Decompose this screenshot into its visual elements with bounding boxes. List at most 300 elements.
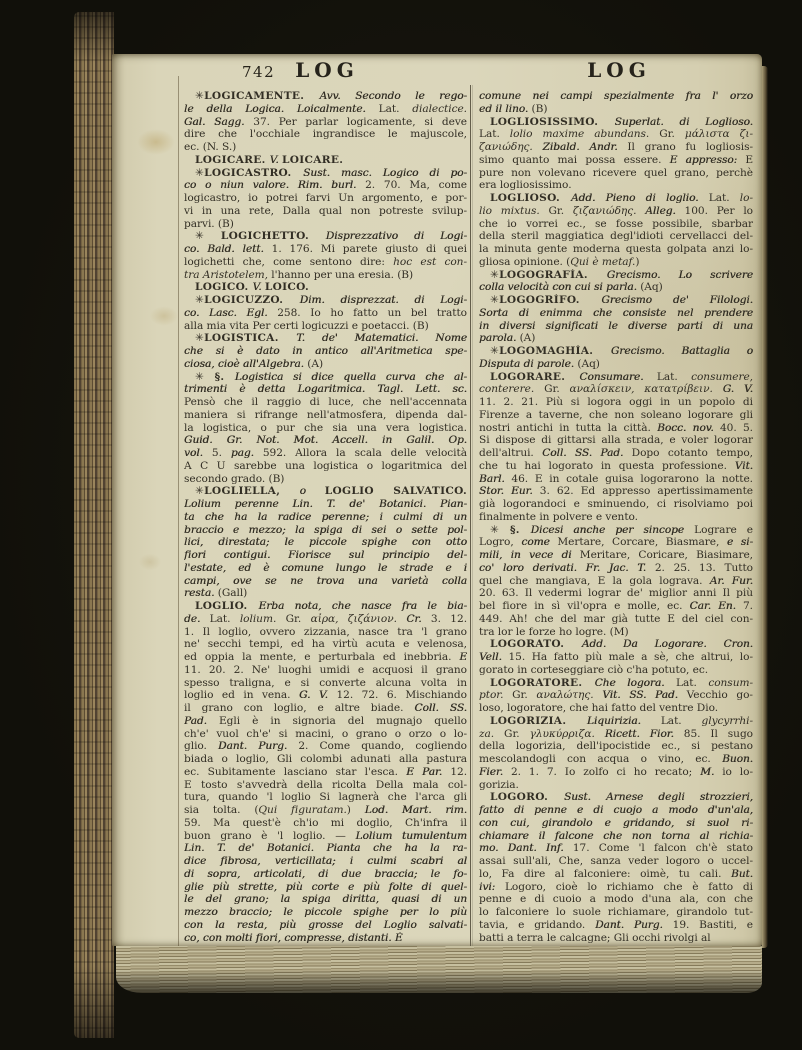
text-line	[479, 511, 753, 524]
text-run: ✳LOGICAMENTE.	[195, 90, 320, 102]
text-line	[479, 817, 753, 830]
text-run: già logorandoci e sminuendo, ci risolviamo poi	[479, 498, 753, 510]
text-line	[184, 281, 467, 294]
text-run: mili, in vece di	[479, 549, 580, 561]
text-run: 11. 20. 2. Ne' luoghi umidi e acquosi il grano	[184, 663, 467, 676]
dictionary-entry	[479, 791, 753, 944]
text-line	[184, 256, 467, 269]
text-run: Vecchio go-	[686, 689, 753, 702]
text-line	[184, 766, 467, 779]
text-line	[479, 664, 753, 677]
text-run: resta.	[184, 587, 218, 600]
text-run: Lat.	[660, 714, 702, 727]
text-line	[184, 383, 467, 396]
text-line	[479, 689, 753, 702]
text-run: Dant. Purg.	[595, 918, 673, 931]
text-run: Alleg.	[645, 204, 685, 217]
text-run: fatto di penne e di cuojo a modo d'un'ala,	[479, 804, 753, 816]
text-line	[479, 536, 753, 549]
text-line	[479, 371, 753, 384]
text-line	[479, 103, 753, 116]
text-line	[479, 524, 753, 537]
text-line	[184, 779, 467, 792]
text-run: LOGLIO SALVATICO.	[324, 485, 467, 498]
text-run: che tu hai logorato in questa professione.	[479, 459, 735, 472]
dictionary-entry	[479, 345, 753, 371]
text-run: Dopo cotanto tempo,	[631, 447, 753, 459]
text-line	[479, 269, 753, 282]
text-line	[479, 638, 753, 651]
text-line	[479, 600, 753, 613]
text-run: conterere.	[479, 383, 545, 396]
text-run: 15. Ha fatto più male a sè, che altrui, lo-	[508, 651, 753, 663]
text-run: 7.	[742, 600, 753, 612]
text-line	[184, 179, 467, 192]
text-line	[479, 575, 753, 588]
dictionary-entry	[184, 294, 467, 332]
text-line	[184, 205, 467, 218]
text-line	[184, 842, 467, 855]
text-run: Lograre e	[694, 523, 753, 536]
text-run: LOGORIZIA.	[490, 714, 587, 727]
text-run: vi in una rete, Dalla qual non potreste svilup-	[184, 204, 467, 217]
text-line	[184, 728, 467, 741]
text-run: LOGORARE.	[490, 370, 580, 383]
text-run: tra lor le forze ho logre. (M)	[479, 625, 629, 638]
text-run: G. V.	[722, 383, 753, 396]
text-run: con cui, girandolo e gridando, si suol ri-	[479, 816, 753, 829]
text-line	[479, 90, 753, 103]
text-line	[479, 740, 753, 753]
book-binding-page-edges	[74, 12, 114, 1038]
text-line	[184, 651, 467, 664]
text-run: γλυκύρριζα.	[529, 727, 605, 740]
dictionary-entry	[479, 269, 753, 295]
text-run: io lo-	[722, 765, 753, 778]
text-run: logicastro, io potrei farvi Un argomento, e por-	[184, 192, 467, 204]
text-run: (B)	[531, 102, 548, 115]
dictionary-entry	[184, 332, 467, 370]
text-run: buon grano è 'l loglio. —	[184, 829, 356, 842]
text-run: consumere,	[691, 370, 753, 383]
text-line	[479, 613, 753, 626]
text-run: assai sull'ali, Che, sanza veder logoro o uccel-	[479, 855, 753, 867]
page-bottom-stack-edges	[116, 946, 762, 993]
text-run: la minuta gente moderna questa golpata anzi lo-	[479, 243, 753, 255]
text-run: le del grano; la spiga diritta, quasi di un	[184, 893, 467, 906]
text-run: gorato in corteseggiare ciò c'ha potuto, ec.	[479, 663, 709, 676]
text-run: 3. 62. Ed appresso apertissimamente	[539, 485, 753, 498]
text-run: Vell.	[479, 651, 509, 663]
text-run: But.	[730, 867, 753, 880]
text-run: Sorta di enimma che consiste nel prendere	[479, 306, 753, 319]
text-run: Grecismo de' Filologi.	[601, 294, 753, 306]
text-run: batti a terra le calcagne; Gli occhi rivolgi al	[479, 931, 711, 944]
text-line	[479, 779, 753, 792]
dictionary-entry	[184, 154, 467, 167]
text-run: LOGORATORE.	[490, 676, 595, 689]
text-run: Lod. Mart. rim.	[364, 804, 467, 816]
text-run: E	[745, 153, 753, 166]
text-run: dialectice.	[412, 102, 467, 115]
text-run: bel fiore in sì vil'opra e molle, ec.	[479, 600, 690, 612]
text-run: 449. Ah! che del mar già tutte E del ciel con-	[479, 612, 753, 625]
text-line	[479, 294, 753, 307]
text-line	[184, 332, 467, 345]
text-line	[184, 575, 467, 588]
text-line	[184, 613, 467, 626]
dictionary-entry	[479, 524, 753, 639]
text-line	[479, 460, 753, 473]
text-run: αναλίσκειν, κατατρίβειν.	[569, 383, 723, 396]
text-line	[479, 422, 753, 435]
text-line	[479, 332, 753, 345]
text-line	[479, 167, 753, 180]
text-run: l'estate, ed è comune lungo le strade e i	[184, 561, 467, 574]
text-run: Superlat. di Loglioso.	[614, 115, 753, 128]
text-run: ζιζανιώδης.	[572, 204, 646, 217]
text-run: 1. 176. Mi parete giusto di quei	[271, 243, 467, 255]
text-run: Add. Pieno di loglio.	[570, 192, 709, 204]
text-run: loglio ed in vena.	[184, 689, 300, 702]
text-run: 37. Per parlar logicamente, si deve	[253, 115, 467, 128]
text-run: lolio maxime abundans.	[509, 128, 660, 141]
text-run: LOGICARE.	[195, 153, 270, 166]
text-run: Gr.	[512, 689, 537, 702]
text-line	[184, 511, 467, 524]
text-run: Dim. disprezzat. di Logi-	[299, 294, 467, 306]
text-line	[479, 804, 753, 817]
text-run: ta che ha la radice perenne; i culmi di un	[184, 510, 467, 523]
text-run: Avv. Secondo le rego-	[319, 90, 467, 102]
text-run: mo. Dant. Inf.	[479, 842, 573, 855]
text-line	[479, 320, 753, 333]
text-line	[184, 868, 467, 881]
dictionary-entry	[184, 485, 467, 600]
text-run: 2. 70. Ma, come	[365, 179, 467, 192]
page-number: 742	[242, 63, 276, 81]
text-column-right	[479, 90, 753, 944]
text-run: (A)	[519, 332, 536, 345]
text-line	[479, 307, 753, 320]
text-run: della steril maggiatica degl'idioti cervellacci del-	[479, 230, 753, 243]
dictionary-entry	[479, 677, 753, 715]
text-line	[479, 154, 753, 167]
text-run: nostri antichi in tutta la città.	[479, 421, 658, 434]
text-run: ✳LOGICUZZO.	[195, 294, 300, 306]
text-run: 20. 63. Il vedermi lograr de' miglior anni Il più	[479, 587, 753, 600]
text-line	[184, 358, 467, 371]
text-run: secondo grado. (B)	[184, 472, 285, 485]
text-run: Che logora.	[594, 676, 677, 689]
text-line	[479, 281, 753, 294]
text-run: ✳ §.	[195, 370, 235, 383]
text-run: lo falconiere lo suole richiamare, girandolo tut-	[479, 906, 753, 918]
text-run: E appresso:	[669, 153, 746, 166]
text-run: fiori contigui. Fiorisce sul principio del-	[184, 549, 467, 561]
text-run: Gr.	[659, 128, 685, 141]
text-run: braccio e mezzo; la spiga di sei o sette pol-	[184, 523, 467, 536]
text-run: con la resta, più grosse del Loglio salvati-	[184, 918, 467, 931]
text-run: ✳LOGLIELLA,	[195, 485, 300, 498]
text-line	[184, 230, 467, 243]
text-run: gorizia.	[479, 778, 519, 791]
gutter-crease	[178, 76, 179, 962]
text-line	[479, 205, 753, 218]
text-run: Dicesi anche per sincope	[530, 523, 695, 536]
text-run: Lolium perenne Lin. T. de' Botanici. Pian-	[184, 498, 467, 510]
text-run: Il grano fu logliosis-	[627, 141, 753, 153]
text-run: Lat.	[209, 612, 240, 625]
text-line	[479, 256, 753, 269]
text-run: il grano con loglio, e altre biade.	[184, 702, 415, 714]
text-run: LOGLIO.	[195, 600, 259, 612]
text-line	[184, 192, 467, 205]
text-line	[479, 383, 753, 396]
text-line	[479, 893, 753, 906]
text-run: Coll. SS. Pad.	[542, 447, 632, 459]
text-run: Sust. masc. Logico di po-	[303, 166, 467, 179]
text-run: Qui è metaf.	[570, 255, 636, 268]
text-line	[184, 562, 467, 575]
text-line	[184, 320, 467, 333]
text-line	[479, 345, 753, 358]
text-run: ec. (N. S.)	[184, 141, 237, 153]
text-run: logichetti che, come sentono dire:	[184, 255, 394, 268]
text-run: co o niun valore. Rim. burl.	[184, 179, 366, 192]
text-line	[184, 409, 467, 422]
text-run: 85. Il sugo	[683, 727, 753, 740]
text-run: V.	[252, 281, 265, 294]
text-run: in diversi significati le diverse parti di una	[479, 319, 753, 332]
text-line	[184, 524, 467, 537]
dictionary-entry	[184, 281, 467, 294]
text-run: 19. Bastiti, e	[672, 918, 753, 931]
dictionary-entry	[479, 116, 753, 193]
text-run: finalmente in polvere e vento.	[479, 510, 638, 523]
text-line	[184, 600, 467, 613]
text-run: e si-	[726, 536, 753, 549]
text-run: o	[299, 485, 325, 498]
text-run: glie più strette, più corte e più folte di quel-	[184, 880, 467, 893]
text-run: LOICO.	[264, 281, 310, 294]
text-line	[184, 664, 467, 677]
text-line	[479, 753, 753, 766]
dictionary-entry	[479, 371, 753, 524]
text-run: hoc est con-	[393, 255, 467, 268]
text-run: campi, ove se ne trova una varietà colla	[184, 574, 467, 587]
text-run: penne e di cuoio a modo d'una ala, con che	[479, 893, 753, 906]
text-run: 100. Per lo	[684, 204, 753, 217]
text-run: E tosto s'avvedrà della ricolta Della mala col-	[184, 778, 467, 791]
text-run: chiamare il falcone che non torna al richia-	[479, 829, 753, 842]
text-line	[479, 702, 753, 715]
text-line	[184, 689, 467, 702]
text-run: )	[346, 804, 365, 816]
text-run: simo quanto mai possa essere.	[479, 153, 670, 166]
text-line	[184, 626, 467, 639]
text-run: lici, direstata; le piccole spighe con otto	[184, 536, 467, 549]
text-run: tavia, e gridando.	[479, 918, 596, 931]
text-line	[479, 447, 753, 460]
text-run: dice fibrosa, verticillata; i culmi scabri al	[184, 855, 467, 867]
text-line	[184, 103, 467, 116]
text-run: vol.	[184, 447, 212, 459]
text-line	[479, 562, 753, 575]
text-line	[184, 307, 467, 320]
text-run: Lat.	[479, 128, 510, 141]
text-run: Coll. SS.	[414, 702, 467, 714]
text-run: LOGICO.	[195, 281, 253, 294]
text-run: ✳LOGOGRAFÌA.	[490, 268, 607, 281]
text-line	[184, 791, 467, 804]
text-run: co. Bald. lett.	[184, 243, 272, 255]
text-run: alla mia vita Per certi logicuzzi e poetacci. (B)	[184, 319, 429, 332]
text-run: M.	[700, 765, 723, 778]
text-line	[184, 371, 467, 384]
text-run: 1. Il loglio, ovvero zizzania, nasce tra 'l grano	[184, 625, 467, 638]
text-run: αἶρα, ζιζάνιον.	[310, 612, 407, 625]
text-run: Egli è in signoria del mugnajo quello	[218, 714, 467, 727]
text-line	[479, 128, 753, 141]
text-run: Liquirizia.	[586, 714, 661, 727]
text-run: 59. Ma quest'è ch'io mi doglio, Ch'infra il	[184, 816, 467, 829]
text-run: E Par.	[406, 765, 451, 778]
text-run: ✳LOGOMAGHÌA.	[490, 345, 611, 357]
text-run: era logliosissimo.	[479, 179, 572, 192]
text-line	[184, 434, 467, 447]
text-run: Si dispose di gittarsi alla strada, e voler logorar	[479, 434, 753, 447]
text-run: G. V.	[299, 689, 337, 702]
book-page	[112, 54, 762, 946]
text-run: 2. Come quando, cogliendo	[298, 740, 467, 753]
text-run: Pensò che il raggio di luce, che nell'accennata	[184, 396, 467, 408]
text-run: Fier.	[479, 765, 511, 778]
text-run: Bocc. nov.	[657, 421, 720, 434]
text-run: Gal. Sagg.	[184, 115, 254, 128]
text-line	[479, 651, 753, 664]
text-run: ✳ §.	[490, 523, 531, 536]
text-run: ne' secchi tempi, ed ha virtù acuta e velenosa,	[184, 638, 467, 651]
dictionary-entry	[479, 90, 753, 116]
text-run: Grecismo. Lo scrivere	[606, 268, 753, 281]
text-line	[184, 345, 467, 358]
text-run: Lat.	[708, 192, 740, 204]
text-run: Dant. Purg.	[218, 740, 299, 753]
text-run: Add. Da Logorare. Cron.	[581, 638, 753, 651]
text-run: dell'altrui.	[479, 447, 543, 459]
text-run: co. Lasc. Egl.	[184, 306, 278, 319]
text-run: lio mixtus.	[479, 204, 549, 217]
text-run: Consumare.	[579, 370, 657, 383]
text-line	[184, 485, 467, 498]
text-run: 12.	[450, 765, 467, 778]
text-run: LOGORO.	[490, 791, 564, 804]
text-line	[479, 549, 753, 562]
text-run: loso, logoratore, che hai fatto del ventre Dio.	[479, 702, 719, 714]
dictionary-entry	[479, 192, 753, 269]
text-line	[184, 740, 467, 753]
text-line	[184, 269, 467, 282]
text-run: Lat.	[676, 676, 709, 689]
text-line	[184, 715, 467, 728]
text-line	[479, 498, 753, 511]
text-run: della logorizia, dell'ipocistide ec., si pestano	[479, 740, 753, 753]
text-run: za.	[479, 727, 505, 740]
dictionary-entry	[184, 371, 467, 486]
text-line	[184, 549, 467, 562]
text-run: pag.	[230, 447, 263, 459]
text-run: tura, quando 'l loglio Si lagnerà che l'arca gli	[184, 791, 467, 804]
text-run: 2. 25. 13. Tutto	[654, 561, 753, 574]
text-run: Lin. T. de' Botanici. Pianta che ha la ra-	[184, 842, 467, 855]
running-head-right: LOG	[587, 58, 651, 82]
running-head-left: LOG	[295, 58, 359, 82]
text-line	[184, 422, 467, 435]
text-line	[479, 842, 753, 855]
text-run: co' loro derivati. Fr. Jac. T.	[479, 561, 655, 574]
text-line	[479, 715, 753, 728]
dictionary-entry	[184, 167, 467, 231]
text-line	[479, 868, 753, 881]
page-fore-edge	[762, 66, 768, 948]
text-line	[184, 294, 467, 307]
text-run: Barl.	[479, 472, 512, 485]
text-run: Logistica si dice quella curva che al-	[234, 370, 467, 383]
text-line	[184, 702, 467, 715]
text-line	[479, 855, 753, 868]
text-run: 3. 12.	[430, 612, 467, 625]
text-line	[184, 587, 467, 600]
text-run: (Aq)	[640, 281, 663, 294]
text-run: Ricett. Fior.	[604, 727, 684, 740]
text-line	[479, 791, 753, 804]
text-run: Vit.	[734, 459, 753, 472]
text-run: (Aq)	[577, 357, 600, 370]
text-line	[479, 396, 753, 409]
text-run: ch'e' vuol ch'e' si macini, o grano o orzo o lo-	[184, 727, 467, 740]
text-run: 12. 72. 6. Mischiando	[336, 689, 467, 702]
text-run: Cr.	[406, 612, 431, 625]
text-run: ζανιώδης.	[479, 141, 543, 153]
text-run: biada o loglio, Gli colombi adunati alla pastura	[184, 753, 467, 765]
text-line	[479, 728, 753, 741]
text-run: Lolium tumulentum	[355, 829, 467, 842]
text-run: Vit. SS. Pad.	[602, 689, 687, 702]
dictionary-entry	[479, 638, 753, 676]
text-run: 17. Come 'l falcon ch'è stato	[572, 842, 753, 855]
text-line	[184, 90, 467, 103]
dictionary-entry	[479, 715, 753, 792]
text-run: Logoro, cioè lo richiamo che è fatto di	[504, 880, 753, 893]
text-line	[479, 485, 753, 498]
text-line	[184, 498, 467, 511]
text-line	[184, 536, 467, 549]
text-run: come	[521, 536, 558, 549]
text-run: 2. 1. 7. Io zolfo ci ho recato;	[510, 765, 701, 778]
text-run: Zibald. Andr.	[542, 141, 628, 153]
text-run: μάλιστα ζι-	[684, 128, 753, 141]
text-line	[184, 677, 467, 690]
text-run: Lat.	[378, 102, 413, 115]
text-line	[479, 192, 753, 205]
text-line	[184, 804, 467, 817]
text-run: Gr.	[544, 383, 570, 396]
text-line	[479, 409, 753, 422]
text-run: comune nei campi spezialmente fra l' orzo	[479, 90, 753, 102]
text-run: 11. 2. 21. Più si logora oggi in un popolo di	[479, 396, 753, 408]
text-line	[184, 906, 467, 919]
